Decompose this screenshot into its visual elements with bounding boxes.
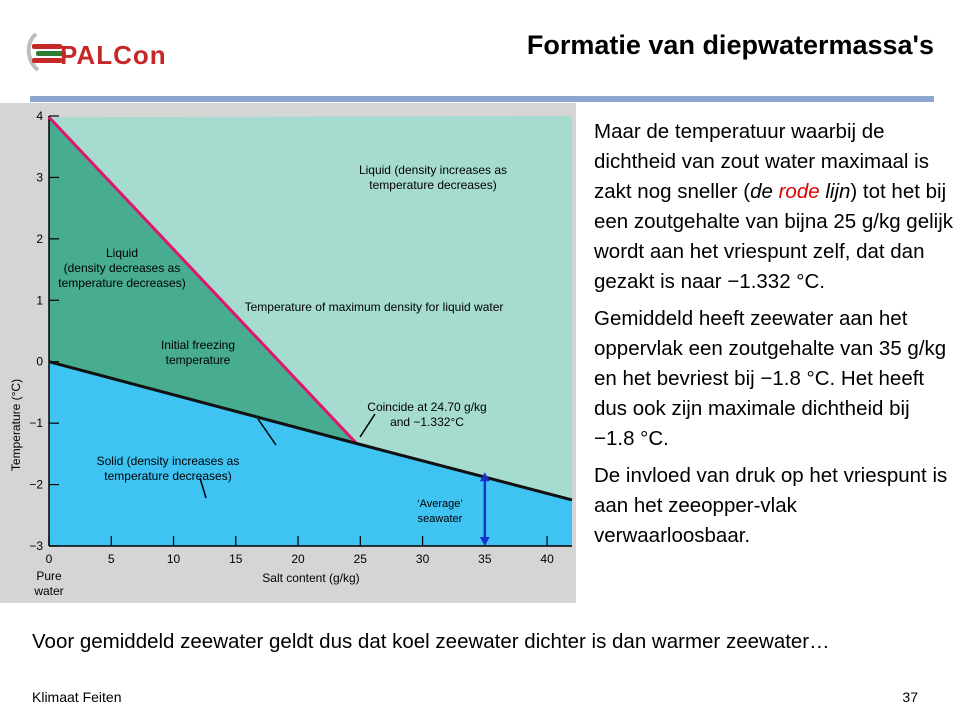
x-axis-title: Salt content (g/kg) <box>262 571 360 585</box>
label-average-1: ‘Average’ <box>417 498 463 510</box>
p1-em-lijn: lijn <box>819 180 851 203</box>
x-tick-label: 5 <box>107 552 115 566</box>
label-freezing-2: temperature <box>165 353 231 367</box>
y-tick-label: −3 <box>29 539 43 553</box>
p1-text-end: ) tot het bij een zoutgehalte van bijna 25 g/kg gelijk wordt aan het vriespunt zelf, dat dan gezakt is naar −1.332 °C. <box>594 180 954 293</box>
conclusion-text: Voor gemiddeld zeewater geldt dus dat koel zeewater dichter is dan warmer zeewater… <box>32 630 830 653</box>
paragraph-1 <box>594 117 954 297</box>
y-tick-label: 1 <box>36 293 43 308</box>
p1-em-red: rode <box>778 180 820 203</box>
x-tick-label: 40 <box>540 552 554 566</box>
y-tick-label: −1 <box>29 416 43 431</box>
y-tick-label: 0 <box>36 354 43 369</box>
label-solid-2: temperature decreases) <box>104 469 232 483</box>
x-tick-label: 0 <box>45 552 53 566</box>
p1-text-start: Maar de temperatuur waarbij de dichtheid van zout water maximaal is zakt nog sneller ( <box>594 120 929 203</box>
label-coincide-1: Coincide at 24.70 g/kg <box>367 400 487 414</box>
label-pure-2: water <box>34 584 64 598</box>
label-liquid-lower-1: Liquid <box>105 246 139 260</box>
phase-chart <box>0 103 576 603</box>
label-max-density: Temperature of maximum density for liquid water <box>244 300 504 314</box>
x-tick-label: 35 <box>478 552 492 566</box>
label-liquid-lower-3: temperature decreases) <box>58 276 186 290</box>
x-tick-label: 25 <box>353 552 367 566</box>
label-liquid-upper-2: temperature decreases) <box>369 178 497 192</box>
label-pure-1: Pure <box>36 569 62 583</box>
x-tick-label: 10 <box>166 552 181 566</box>
page-number: 37 <box>902 689 918 705</box>
y-tick-label: 4 <box>36 109 43 123</box>
y-tick-label: 2 <box>36 231 43 246</box>
title-divider <box>30 96 934 102</box>
p1-em-de: de <box>750 180 779 203</box>
y-tick-label: −2 <box>29 477 43 492</box>
chart-svg <box>0 103 576 603</box>
logo-text: PALCon <box>60 40 167 70</box>
y-tick-label: 3 <box>36 170 43 185</box>
x-tick-label: 15 <box>229 552 243 566</box>
explanation-text <box>594 117 954 558</box>
label-liquid-upper-1: Liquid (density increases as <box>358 163 508 177</box>
x-tick-label: 30 <box>415 552 430 566</box>
y-axis-title: Temperature (°C) <box>9 378 23 472</box>
label-coincide-2: and −1.332°C <box>390 415 464 429</box>
label-average-2: seawater <box>417 513 463 525</box>
x-tick-label: 20 <box>291 552 305 566</box>
label-liquid-lower-2: (density decreases as <box>63 261 181 275</box>
label-freezing-1: Initial freezing <box>160 338 236 352</box>
page-title: Formatie van diepwatermassa's <box>526 30 934 60</box>
paragraph-2: Gemiddeld heeft zeewater aan het oppervlak een zoutgehalte van 35 g/kg en het bevriest bij −1.8 °C. Het heeft dus ook zijn maximale dichtheid bij −1.8 °C. <box>594 307 947 450</box>
paragraph-3: De invloed van druk op het vriespunt is aan het zeeopper-vlak verwaarloosbaar. <box>594 464 948 547</box>
footer-label: Klimaat Feiten <box>32 689 122 705</box>
label-solid-1: Solid (density increases as <box>96 454 240 468</box>
